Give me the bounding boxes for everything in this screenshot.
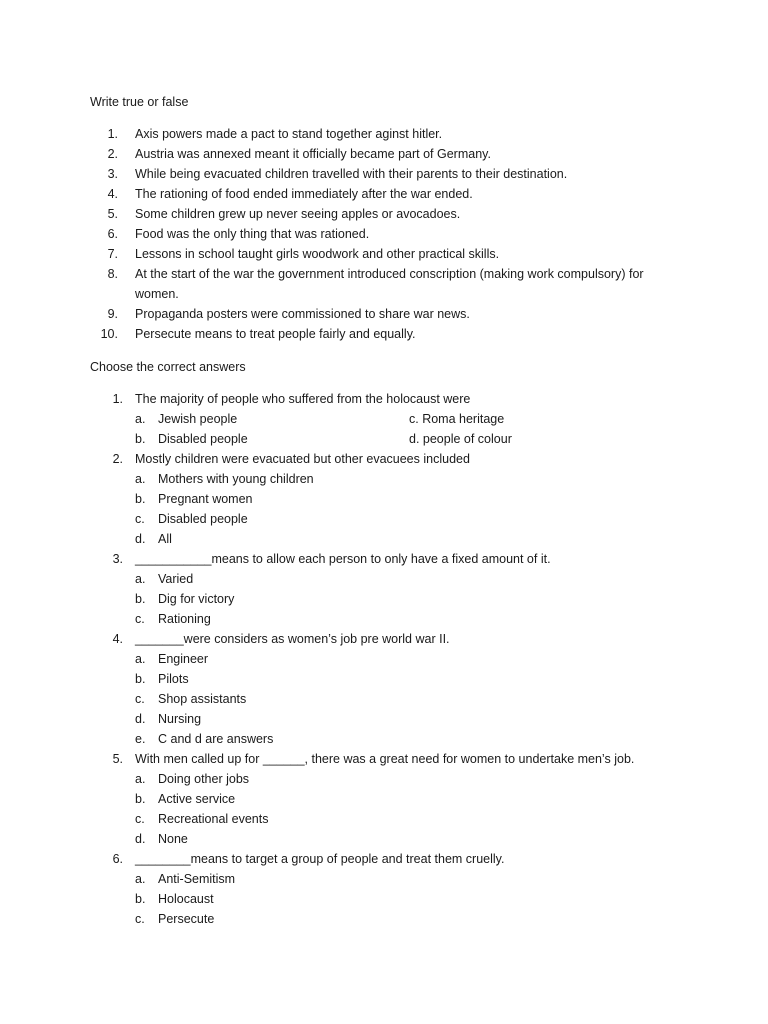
option-row xyxy=(0,889,768,909)
item-number: 10. xyxy=(100,327,118,341)
option-row xyxy=(0,809,768,829)
item-number: 6. xyxy=(107,227,118,241)
option-text: Varied xyxy=(158,572,194,586)
option-text: Shop assistants xyxy=(158,692,247,706)
option-letter: e. xyxy=(135,732,146,746)
item-text: Some children grew up never seeing apples or avocadoes. xyxy=(135,207,461,221)
option-letter: c. xyxy=(135,612,145,626)
option-letter: b. xyxy=(135,492,146,506)
option-letter: a. xyxy=(135,872,146,886)
item-text: Persecute means to treat people fairly and equally. xyxy=(135,327,416,341)
option-row xyxy=(0,589,768,609)
item-text: Lessons in school taught girls woodwork and other practical skills. xyxy=(135,247,500,261)
true-false-heading: Write true or false xyxy=(90,95,189,109)
question-row xyxy=(0,629,768,649)
option-letter: d. xyxy=(135,832,146,846)
question-row xyxy=(0,749,768,769)
option-text: Active service xyxy=(158,792,236,806)
question-text: With men called up for ______, there was a great need for women to undertake men’s job. xyxy=(135,752,635,766)
option-row xyxy=(0,869,768,889)
item-number: 1. xyxy=(107,127,118,141)
option-text: Nursing xyxy=(158,712,202,726)
question-row xyxy=(0,389,768,409)
item-text: Austria was annexed meant it officially became part of Germany. xyxy=(135,147,491,161)
question-number: 2. xyxy=(112,452,123,466)
item-number: 2. xyxy=(107,147,118,161)
option-letter: c. xyxy=(135,812,145,826)
item-number: 8. xyxy=(107,267,118,281)
option-row xyxy=(0,649,768,669)
item-number: 9. xyxy=(107,307,118,321)
multiple-choice-heading: Choose the correct answers xyxy=(90,360,246,374)
option-row xyxy=(0,609,768,629)
question-text: ___________means to allow each person to only have a fixed amount of it. xyxy=(135,552,551,566)
list-item xyxy=(0,184,768,204)
option-row xyxy=(0,909,768,929)
option-text: Mothers with young children xyxy=(158,472,314,486)
list-item xyxy=(0,204,768,224)
option-letter: c. xyxy=(135,512,145,526)
option-text: Pregnant women xyxy=(158,492,253,506)
question-row xyxy=(0,549,768,569)
question-row xyxy=(0,849,768,869)
list-item xyxy=(0,144,768,164)
option-text: Holocaust xyxy=(158,892,214,906)
option-letter: a. xyxy=(135,572,146,586)
option-letter: a. xyxy=(135,652,146,666)
list-item xyxy=(0,324,768,344)
item-number: 4. xyxy=(107,187,118,201)
option-row xyxy=(0,509,768,529)
question-text: _______were considers as women’s job pre world war II. xyxy=(135,632,450,646)
option-text: Jewish people xyxy=(158,412,238,426)
question-number: 3. xyxy=(112,552,123,566)
list-item xyxy=(0,244,768,264)
question-text: Mostly children were evacuated but other evacuees included xyxy=(135,452,470,466)
option-row xyxy=(0,489,768,509)
option-row xyxy=(0,569,768,589)
item-text: While being evacuated children travelled with their parents to their destination. xyxy=(135,167,568,181)
list-item xyxy=(0,224,768,244)
option-letter: a. xyxy=(135,472,146,486)
option-text-col2: d. people of colour xyxy=(409,432,512,446)
option-text: Disabled people xyxy=(158,432,248,446)
item-text: Food was the only thing that was rationed. xyxy=(135,227,370,241)
option-text: Engineer xyxy=(158,652,209,666)
list-item xyxy=(0,304,768,324)
option-text: Doing other jobs xyxy=(158,772,250,786)
question-row xyxy=(0,449,768,469)
true-false-list xyxy=(0,124,768,344)
list-item xyxy=(0,164,768,184)
item-text: At the start of the war the government introduced conscription (making work compulsory) for women. xyxy=(135,267,644,301)
question-text: ________means to target a group of people and treat them cruelly. xyxy=(135,852,505,866)
question-number: 1. xyxy=(112,392,123,406)
question-number: 5. xyxy=(112,752,123,766)
item-text: Propaganda posters were commissioned to share war news. xyxy=(135,307,470,321)
list-item xyxy=(0,124,768,144)
option-letter: c. xyxy=(135,912,145,926)
option-text: All xyxy=(158,532,172,546)
option-row xyxy=(0,469,768,489)
option-text: Recreational events xyxy=(158,812,269,826)
option-letter: b. xyxy=(135,892,146,906)
option-letter: a. xyxy=(135,412,146,426)
option-row xyxy=(0,729,768,749)
option-letter: a. xyxy=(135,772,146,786)
item-text: Axis powers made a pact to stand together aginst hitler. xyxy=(135,127,443,141)
option-text: C and d are answers xyxy=(158,732,274,746)
option-letter: c. xyxy=(135,692,145,706)
option-row xyxy=(0,409,768,429)
question-number: 4. xyxy=(112,632,123,646)
option-letter: b. xyxy=(135,592,146,606)
question-text: The majority of people who suffered from the holocaust were xyxy=(135,392,471,406)
option-text-col2: c. Roma heritage xyxy=(409,412,505,426)
option-text: Persecute xyxy=(158,912,215,926)
question-number: 6. xyxy=(112,852,123,866)
option-row xyxy=(0,689,768,709)
multiple-choice-list xyxy=(0,389,768,929)
option-letter: d. xyxy=(135,532,146,546)
item-text: The rationing of food ended immediately after the war ended. xyxy=(135,187,473,201)
option-letter: b. xyxy=(135,792,146,806)
option-row xyxy=(0,529,768,549)
item-number: 3. xyxy=(107,167,118,181)
option-text: Rationing xyxy=(158,612,211,626)
option-text: Dig for victory xyxy=(158,592,235,606)
option-letter: d. xyxy=(135,712,146,726)
item-number: 7. xyxy=(107,247,118,261)
option-text: Disabled people xyxy=(158,512,248,526)
option-row xyxy=(0,429,768,449)
option-text: Anti-Semitism xyxy=(158,872,236,886)
option-letter: b. xyxy=(135,672,146,686)
option-row xyxy=(0,709,768,729)
option-text: Pilots xyxy=(158,672,189,686)
option-row xyxy=(0,769,768,789)
option-row xyxy=(0,829,768,849)
item-number: 5. xyxy=(107,207,118,221)
option-text: None xyxy=(158,832,188,846)
option-row xyxy=(0,669,768,689)
option-letter: b. xyxy=(135,432,146,446)
list-item xyxy=(0,264,768,304)
option-row xyxy=(0,789,768,809)
